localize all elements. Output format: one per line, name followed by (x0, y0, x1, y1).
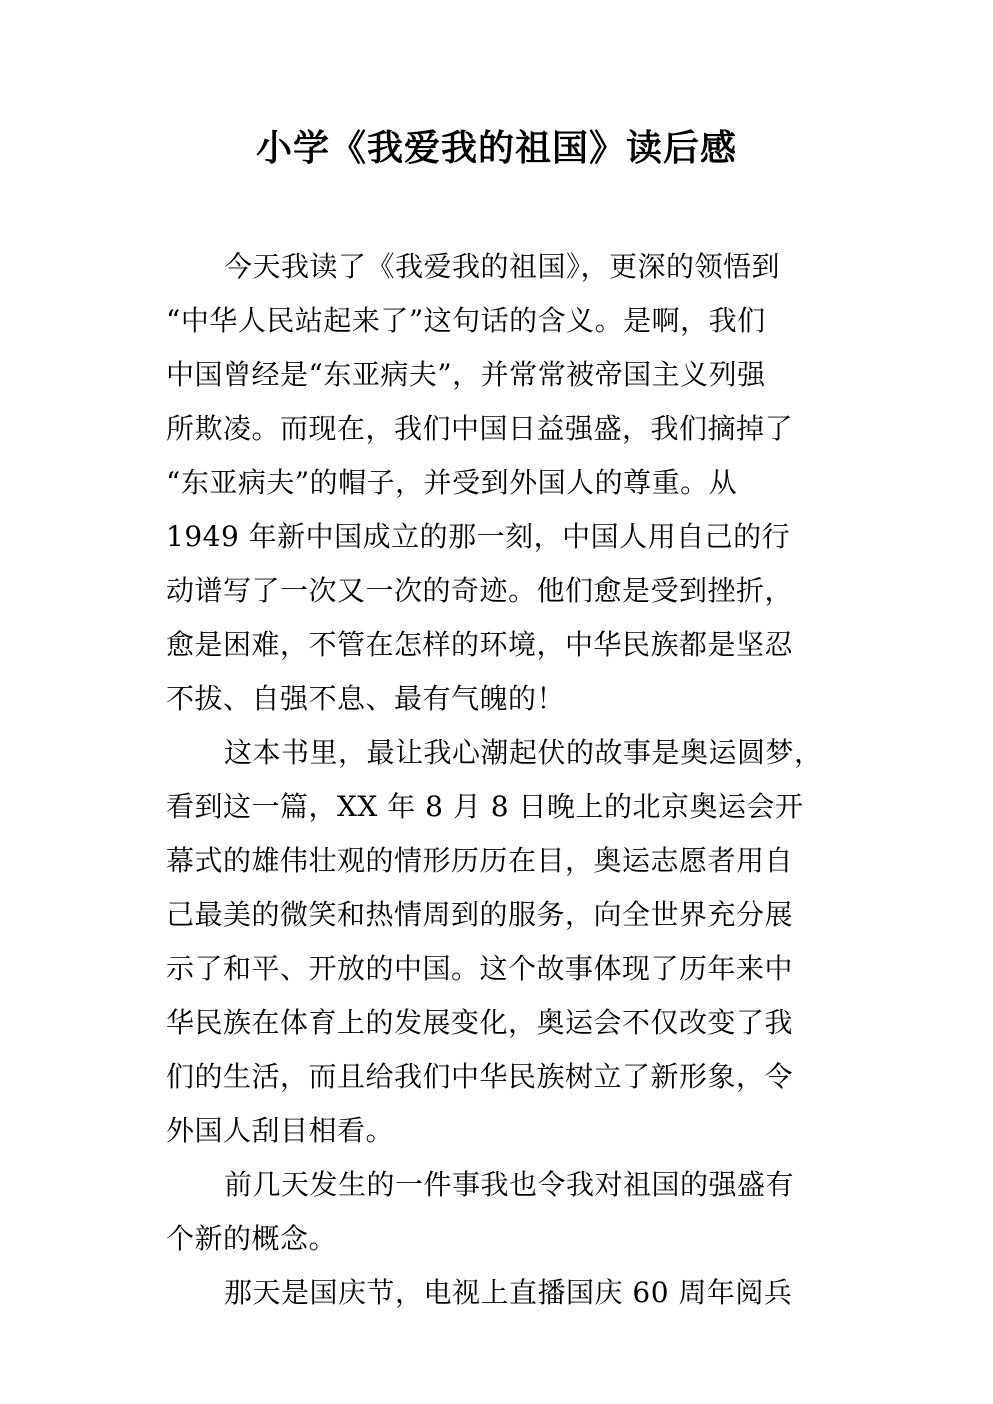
document-title: 小学《我爱我的祖国》读后感 (255, 127, 737, 169)
text-line: 动谱写了一次又一次的奇迹。他们愈是受到挫折， (166, 574, 794, 607)
paragraph (166, 1266, 846, 1320)
paragraph (166, 240, 846, 726)
text-line: 这本书里，最让我心潮起伏的故事是奥运圆梦， (224, 736, 823, 769)
paragraph (166, 726, 846, 1158)
text-line: 个新的概念。 (166, 1222, 338, 1255)
text-line: 中国曾经是“东亚病夫”，并常常被帝国主义列强 (166, 358, 766, 391)
text-line: “中华人民站起来了”这句话的含义。是啊，我们 (166, 304, 766, 337)
document-body (166, 240, 846, 1320)
text-line: 华民族在体育上的发展变化，奥运会不仅改变了我 (166, 1006, 794, 1039)
text-line: 愈是困难，不管在怎样的环境，中华民族都是坚忍 (166, 628, 794, 661)
text-line: 外国人刮目相看。 (166, 1114, 395, 1147)
text-line: “东亚病夫”的帽子，并受到外国人的尊重。从 (166, 466, 738, 499)
text-line: 示了和平、开放的中国。这个故事体现了历年来中 (166, 952, 794, 985)
text-line: 前几天发生的一件事我也令我对祖国的强盛有 (224, 1168, 795, 1201)
text-line: 们的生活，而且给我们中华民族树立了新形象，令 (166, 1060, 794, 1093)
text-line: 那天是国庆节，电视上直播国庆 60 周年阅兵 (224, 1276, 793, 1309)
text-line: 不拔、自强不息、最有气魄的！ (166, 682, 566, 715)
paragraph (166, 1158, 846, 1266)
text-line: 1949 年新中国成立的那一刻，中国人用自己的行 (166, 520, 791, 553)
text-line: 幕式的雄伟壮观的情形历历在目，奥运志愿者用自 (166, 844, 794, 877)
text-line: 所欺凌。而现在，我们中国日益强盛，我们摘掉了 (166, 412, 794, 445)
text-line: 今天我读了《我爱我的祖国》，更深的领悟到 (224, 250, 781, 283)
text-line: 看到这一篇，XX 年 8 月 8 日晚上的北京奥运会开 (166, 790, 804, 823)
text-line: 己最美的微笑和热情周到的服务，向全世界充分展 (166, 898, 794, 931)
